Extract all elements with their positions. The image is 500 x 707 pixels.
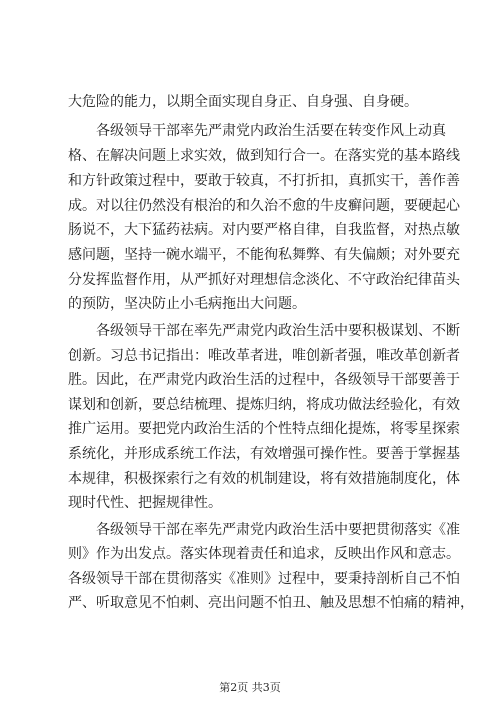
- paragraph-line: 本规律，积极探索行之有效的机制建设，将有效措施制度化，体: [68, 471, 460, 487]
- page-number-footer: 第2页 共3页: [219, 681, 281, 694]
- paragraph-line: 推广运用。要把党内政治生活的个性特点细化提炼，将零星探索: [68, 421, 460, 437]
- paragraph-line: 和方针政策过程中，要敢于较真，不打折扣，真抓实干，善作善: [68, 173, 460, 189]
- paragraph-line: 的预防，坚决防止小毛病拖出大问题。: [68, 296, 306, 312]
- paragraph-line: 各级领导干部在率先严肃党内政治生活中要积极谋划、不断: [96, 323, 460, 339]
- paragraph-line: 严、听取意见不怕刺、亮出问题不怕丑、触及思想不怕痛的精神，: [68, 595, 474, 611]
- paragraph-line: 创新。习总书记指出：唯改革者进，唯创新者强，唯改革创新者: [68, 348, 460, 364]
- paragraph-line: 则》作为出发点。落实体现着责任和追求，反映出作风和意志。: [68, 546, 460, 562]
- paragraph-line: 各级领导干部率先严肃党内政治生活要在转变作风上动真: [96, 123, 446, 139]
- paragraph-line: 分发挥监督作用，从严抓好对理想信念淡化、不守政治纪律苗头: [68, 272, 460, 288]
- paragraph-line: 现时代性、把握规律性。: [68, 495, 222, 511]
- paragraph-line: 感问题，坚持一碗水端平，不能徇私舞弊、有失偏颇；对外要充: [68, 247, 460, 263]
- paragraph-line: 系统化，并形成系统工作法，有效增强可操作性。要善于掌握基: [68, 446, 460, 462]
- paragraph-line: 胜。因此，在严肃党内政治生活的过程中，各级领导干部要善于: [68, 372, 460, 388]
- paragraph-line: 各级领导干部在贯彻落实《准则》过程中，要秉持剖析自己不怕: [68, 571, 460, 587]
- paragraph-line: 大危险的能力，以期全面实现自身正、自身强、自身硬。: [68, 94, 418, 110]
- paragraph-line: 各级领导干部在率先严肃党内政治生活中要把贯彻落实《准: [96, 522, 460, 538]
- paragraph-line: 谋划和创新，要总结梳理、提炼归纳，将成功做法经验化，有效: [68, 397, 460, 413]
- paragraph-line: 格、在解决问题上求实效，做到知行合一。在落实党的基本路线: [68, 148, 460, 164]
- paragraph-line: 肠说不，大下猛药祛病。对内要严格自律，自我监督，对热点敏: [68, 222, 460, 238]
- paragraph-line: 成。对以往仍然没有根治的和久治不愈的牛皮癣问题，要硬起心: [68, 198, 460, 214]
